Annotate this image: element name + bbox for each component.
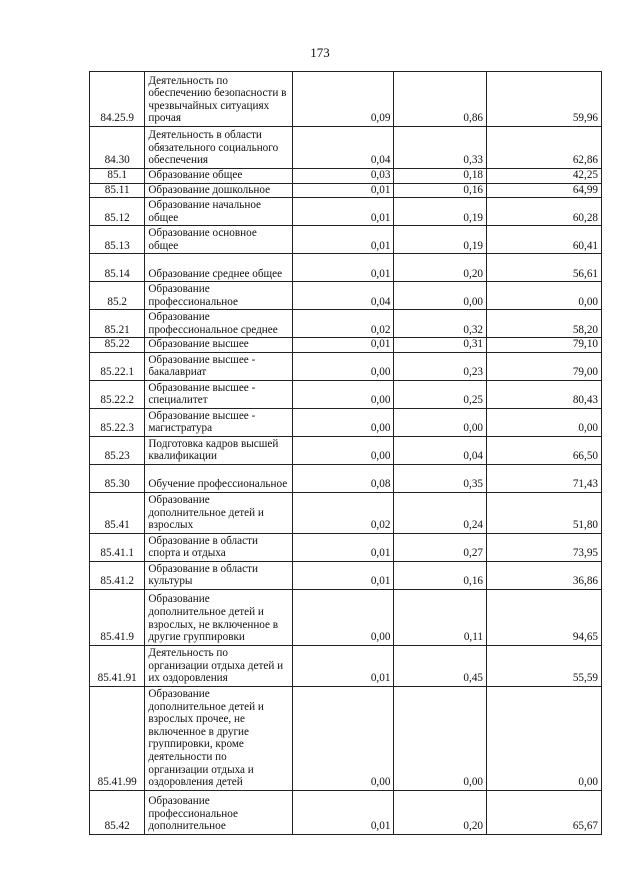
table-row	[90, 183, 602, 198]
row-name: Образование дошкольное	[145, 183, 293, 198]
row-name: Деятельность по организации отдыха детей и их оздоровления	[145, 645, 293, 686]
row-value-1: 0,04	[293, 282, 394, 310]
row-code: 85.23	[90, 436, 145, 464]
row-value-1: 0,01	[293, 338, 394, 353]
row-value-2: 0,33	[394, 127, 487, 169]
row-value-3: 42,25	[487, 169, 602, 184]
row-value-2: 0,19	[394, 198, 487, 226]
row-code: 84.30	[90, 127, 145, 169]
row-value-1: 0,03	[293, 169, 394, 184]
table-row	[90, 127, 602, 169]
row-name: Образование высшее - бакалавриат	[145, 352, 293, 380]
row-code: 85.41.2	[90, 561, 145, 589]
row-value-2: 0,18	[394, 169, 487, 184]
row-value-3: 64,99	[487, 183, 602, 198]
row-name: Образование начальное общее	[145, 198, 293, 226]
table-row	[90, 408, 602, 436]
row-value-2: 0,00	[394, 282, 487, 310]
row-name: Образование дополнительное детей и взрослых прочее, не включенное в другие группировки, кроме деятельности по организации отдыха и оздоровления детей	[145, 686, 293, 790]
row-name: Образование в области культуры	[145, 561, 293, 589]
row-value-3: 0,00	[487, 408, 602, 436]
row-value-3: 66,50	[487, 436, 602, 464]
row-code: 85.41.1	[90, 533, 145, 561]
row-value-1: 0,01	[293, 254, 394, 282]
row-value-2: 0,00	[394, 686, 487, 790]
row-code: 85.14	[90, 254, 145, 282]
row-value-2: 0,20	[394, 790, 487, 834]
table-row	[90, 464, 602, 492]
row-name: Образование основное общее	[145, 226, 293, 254]
row-value-1: 0,09	[293, 72, 394, 127]
row-value-3: 65,67	[487, 790, 602, 834]
row-value-2: 0,27	[394, 533, 487, 561]
row-value-2: 0,45	[394, 645, 487, 686]
table-row	[90, 561, 602, 589]
row-value-2: 0,04	[394, 436, 487, 464]
row-code: 85.1	[90, 169, 145, 184]
table-row	[90, 533, 602, 561]
row-code: 84.25.9	[90, 72, 145, 127]
row-name: Образование общее	[145, 169, 293, 184]
row-value-2: 0,16	[394, 183, 487, 198]
table-row	[90, 380, 602, 408]
row-value-2: 0,24	[394, 492, 487, 533]
table-row	[90, 254, 602, 282]
row-value-3: 55,59	[487, 645, 602, 686]
row-code: 85.41.99	[90, 686, 145, 790]
row-value-1: 0,00	[293, 589, 394, 645]
row-name: Подготовка кадров высшей квалификации	[145, 436, 293, 464]
table-row	[90, 436, 602, 464]
row-value-2: 0,16	[394, 561, 487, 589]
row-value-2: 0,20	[394, 254, 487, 282]
table-row	[90, 226, 602, 254]
row-name: Образование дополнительное детей и взрослых, не включенное в другие группировки	[145, 589, 293, 645]
row-name: Образование в области спорта и отдыха	[145, 533, 293, 561]
row-name: Образование высшее - магистратура	[145, 408, 293, 436]
table-row	[90, 338, 602, 353]
row-code: 85.41.91	[90, 645, 145, 686]
row-name: Образование среднее общее	[145, 254, 293, 282]
row-value-1: 0,01	[293, 183, 394, 198]
row-name: Обучение профессиональное	[145, 464, 293, 492]
table-row	[90, 352, 602, 380]
row-code: 85.22.2	[90, 380, 145, 408]
row-value-2: 0,11	[394, 589, 487, 645]
row-value-2: 0,32	[394, 310, 487, 338]
table-row	[90, 686, 602, 790]
row-name: Деятельность по обеспечению безопасности в чрезвычайных ситуациях прочая	[145, 72, 293, 127]
table-row	[90, 645, 602, 686]
row-value-1: 0,01	[293, 226, 394, 254]
row-value-1: 0,01	[293, 790, 394, 834]
row-value-3: 51,80	[487, 492, 602, 533]
row-value-3: 36,86	[487, 561, 602, 589]
page-number: 173	[310, 45, 330, 60]
table-row	[90, 169, 602, 184]
row-name: Образование дополнительное детей и взрослых	[145, 492, 293, 533]
row-value-1: 0,00	[293, 380, 394, 408]
row-code: 85.22.3	[90, 408, 145, 436]
row-code: 85.30	[90, 464, 145, 492]
table-row	[90, 310, 602, 338]
row-value-1: 0,01	[293, 198, 394, 226]
row-value-3: 80,43	[487, 380, 602, 408]
row-value-2: 0,25	[394, 380, 487, 408]
row-code: 85.13	[90, 226, 145, 254]
row-value-1: 0,02	[293, 492, 394, 533]
row-code: 85.11	[90, 183, 145, 198]
row-value-3: 79,00	[487, 352, 602, 380]
row-value-3: 0,00	[487, 686, 602, 790]
row-value-1: 0,00	[293, 352, 394, 380]
row-code: 85.22.1	[90, 352, 145, 380]
row-code: 85.41.9	[90, 589, 145, 645]
table-row	[90, 589, 602, 645]
row-name: Образование высшее	[145, 338, 293, 353]
row-value-1: 0,04	[293, 127, 394, 169]
table-row	[90, 282, 602, 310]
row-value-1: 0,00	[293, 686, 394, 790]
row-value-1: 0,00	[293, 436, 394, 464]
row-value-3: 94,65	[487, 589, 602, 645]
row-code: 85.21	[90, 310, 145, 338]
row-value-1: 0,01	[293, 645, 394, 686]
table-row	[90, 72, 602, 127]
row-value-1: 0,02	[293, 310, 394, 338]
row-code: 85.22	[90, 338, 145, 353]
row-value-2: 0,00	[394, 408, 487, 436]
row-code: 85.41	[90, 492, 145, 533]
row-value-3: 62,86	[487, 127, 602, 169]
row-value-3: 71,43	[487, 464, 602, 492]
row-value-3: 59,96	[487, 72, 602, 127]
row-value-3: 60,28	[487, 198, 602, 226]
row-value-3: 73,95	[487, 533, 602, 561]
row-value-2: 0,35	[394, 464, 487, 492]
row-name: Образование профессиональное	[145, 282, 293, 310]
table-row	[90, 790, 602, 834]
row-value-1: 0,00	[293, 408, 394, 436]
row-value-1: 0,01	[293, 561, 394, 589]
row-value-2: 0,31	[394, 338, 487, 353]
row-name: Деятельность в области обязательного социального обеспечения	[145, 127, 293, 169]
row-name: Образование профессиональное среднее	[145, 310, 293, 338]
row-value-3: 60,41	[487, 226, 602, 254]
row-value-3: 0,00	[487, 282, 602, 310]
row-code: 85.42	[90, 790, 145, 834]
row-value-1: 0,08	[293, 464, 394, 492]
row-value-2: 0,86	[394, 72, 487, 127]
row-value-1: 0,01	[293, 533, 394, 561]
row-value-3: 56,61	[487, 254, 602, 282]
row-value-2: 0,23	[394, 352, 487, 380]
row-value-3: 79,10	[487, 338, 602, 353]
okved-table	[89, 71, 602, 835]
row-value-3: 58,20	[487, 310, 602, 338]
table-row	[90, 198, 602, 226]
row-name: Образование профессиональное дополнительное	[145, 790, 293, 834]
row-code: 85.2	[90, 282, 145, 310]
row-code: 85.12	[90, 198, 145, 226]
table-row	[90, 492, 602, 533]
row-value-2: 0,19	[394, 226, 487, 254]
row-name: Образование высшее - специалитет	[145, 380, 293, 408]
